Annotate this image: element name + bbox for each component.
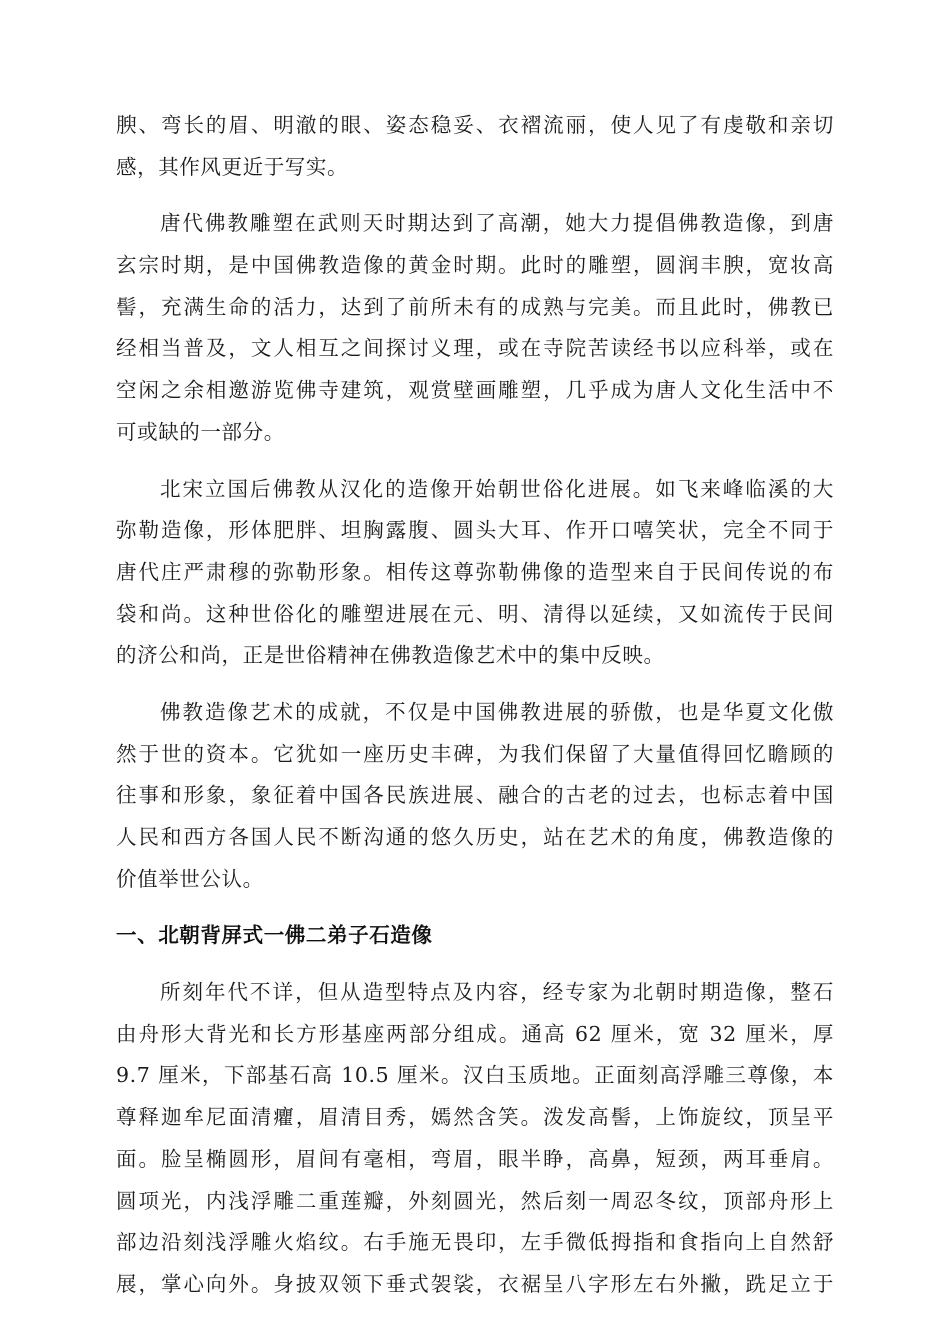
document-body (116, 105, 834, 1306)
paragraph-3 (116, 469, 834, 677)
text-line: 9.7 厘米，下部基石高 10.5 厘米。汉白玉质地。正面刻高浮雕三尊像，本 (116, 1063, 834, 1088)
text-line: 唐代佛教雕塑在武则天时期达到了高潮，她大力提倡佛教造像，到唐 (160, 211, 834, 236)
text-line: 往事和形象，象征着中国各民族进展、融合的古老的过去，也标志着中国 (116, 783, 834, 808)
text-line: 价值举世公认。 (116, 866, 264, 891)
section-paragraph (116, 972, 834, 1306)
text-line: 部边沿刻浅浮雕火焰纹。右手施无畏印，左手微低拇指和食指向上自然舒 (116, 1230, 834, 1255)
text-line: 然于世的资本。它犹如一座历史丰碑，为我们保留了大量值得回忆瞻顾的 (116, 741, 834, 766)
text-line: 腴、弯长的眉、明澈的眼、姿态稳妥、衣褶流丽，使人见了有虔敬和亲切 (116, 113, 834, 137)
text-line: 人民和西方各国人民不断沟通的悠久历史，站在艺术的角度，佛教造像的 (116, 825, 834, 849)
text-line: 圆项光，内浅浮雕二重莲瓣，外刻圆光，然后刻一周忍冬纹，顶部舟形上 (116, 1188, 834, 1213)
text-line: 经相当普及，文人相互之间探讨义理，或在寺院苦读经书以应科举，或在 (116, 336, 834, 361)
text-line: 由舟形大背光和长方形基座两部分组成。通高 62 厘米，宽 32 厘米，厚 (116, 1021, 834, 1046)
text-line: 玄宗时期，是中国佛教造像的黄金时期。此时的雕塑，圆润丰腴，宽妆高 (116, 253, 834, 278)
text-line: 所刻年代不详，但从造型特点及内容，经专家为北朝时期造像，整石 (160, 980, 834, 1005)
text-line: 佛教造像艺术的成就，不仅是中国佛教进展的骄傲，也是华夏文化傲 (160, 699, 834, 724)
paragraph-4 (116, 692, 834, 900)
section-heading: 一、北朝背屏式一佛二弟子石造像 (116, 923, 433, 948)
text-line: 的济公和尚，正是世俗精神在佛教造像艺术中的集中反映。 (116, 643, 665, 668)
text-line: 尊释迦牟尼面清癯，眉清目秀，嫣然含笑。泼发高髻，上饰旋纹，顶呈平 (116, 1105, 834, 1130)
text-line: 感，其作风更近于写实。 (116, 154, 349, 179)
text-line: 空闲之余相邀游览佛寺建筑，观赏壁画雕塑，几乎成为唐人文化生活中不 (116, 378, 834, 403)
paragraph-1 (116, 105, 834, 188)
text-line: 可或缺的一部分。 (116, 419, 285, 444)
text-line: 袋和尚。这种世俗化的雕塑进展在元、明、清得以延续，又如流传于民间 (116, 601, 834, 626)
text-line: 面。脸呈椭圆形，眉间有毫相，弯眉，眼半睁，高鼻，短颈，两耳垂肩。 (116, 1146, 834, 1171)
text-line: 北宋立国后佛教从汉化的造像开始朝世俗化进展。如飞来峰临溪的大 (160, 476, 834, 501)
text-line: 唐代庄严肃穆的弥勒形象。相传这尊弥勒佛像的造型来自于民间传说的布 (116, 559, 834, 584)
text-line: 髻，充满生命的活力，达到了前所未有的成熟与完美。而且此时，佛教已 (116, 294, 834, 319)
paragraph-2 (116, 203, 834, 453)
text-line: 展，掌心向外。身披双领下垂式袈裟，衣裾呈八字形左右外撇，跣足立于 (116, 1271, 834, 1296)
text-line: 弥勒造像，形体肥胖、坦胸露腹、圆头大耳、作开口嘻笑状，完全不同于 (116, 518, 834, 543)
